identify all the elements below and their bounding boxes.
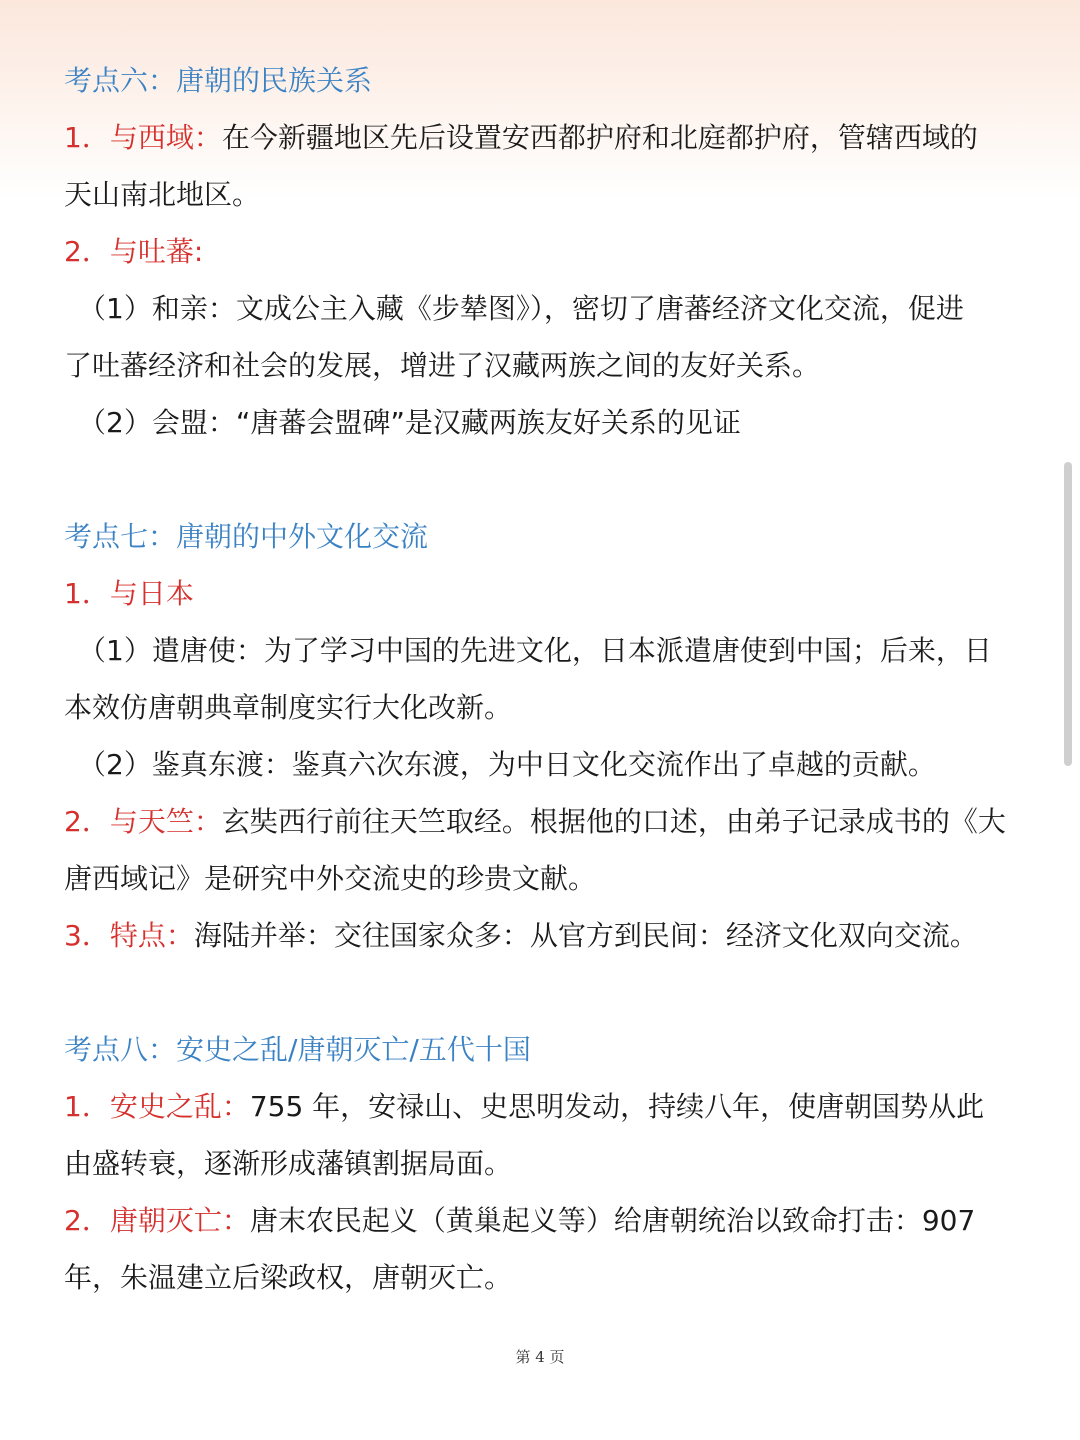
text-anshi-line1: 755 年，安禄山、史思明发动，持续八年，使唐朝国势从此 [249, 1090, 985, 1123]
text-tianzhu-line1: 玄奘西行前往天竺取经。根据他的口述，由弟子记录成书的《大 [221, 805, 1006, 838]
paragraph-xiyu [64, 109, 1024, 166]
text-huimeng: （2）会盟：“唐蕃会盟碑”是汉藏两族友好关系的见证 [78, 406, 741, 439]
text-miewang-line1: 唐末农民起义（黄巢起义等）给唐朝统治以致命打击：907 [249, 1204, 976, 1237]
document-page [64, 52, 1024, 1306]
section-heading-8: 考点八：安史之乱/唐朝灭亡/五代十国 [64, 1033, 531, 1066]
text-qiantangshi-line2: 本效仿唐朝典章制度实行大化改新。 [64, 691, 513, 724]
label-anshi: 1．安史之乱： [64, 1090, 250, 1123]
label-xiyu: 1．与西域： [64, 121, 222, 154]
section-spacer [64, 451, 1024, 508]
text-jianzhen: （2）鉴真东渡：鉴真六次东渡，为中日文化交流作出了卓越的贡献。 [78, 748, 936, 781]
section-spacer [64, 964, 1024, 1021]
scrollbar-thumb[interactable] [1064, 462, 1072, 766]
paragraph-tianzhu [64, 793, 1024, 850]
label-tedian: 3．特点： [64, 919, 194, 952]
label-miewang: 2．唐朝灭亡： [64, 1204, 250, 1237]
paragraph-miewang [64, 1192, 1024, 1249]
text-qiantangshi-line1: （1）遣唐使：为了学习中国的先进文化，日本派遣唐使到中国；后来，日 [78, 634, 992, 667]
paragraph-anshi [64, 1078, 1024, 1135]
text-heqin-line1: （1）和亲：文成公主入藏《步辇图》），密切了唐蕃经济文化交流，促进 [78, 292, 964, 325]
text-tedian: 海陆并举：交往国家众多：从官方到民间：经济文化双向交流。 [193, 919, 978, 952]
text-xiyu-line2: 天山南北地区。 [64, 178, 261, 211]
page-number: 第 4 页 [515, 1348, 565, 1366]
label-riben: 1．与日本 [64, 577, 194, 610]
label-tianzhu: 2．与天竺： [64, 805, 222, 838]
text-tianzhu-line2: 唐西域记》是研究中外交流史的珍贵文献。 [64, 862, 597, 895]
text-miewang-line2: 年，朱温建立后梁政权，唐朝灭亡。 [64, 1261, 513, 1294]
section-heading-7: 考点七：唐朝的中外文化交流 [64, 520, 429, 553]
text-xiyu-line1: 在今新疆地区先后设置安西都护府和北庭都护府，管辖西域的 [221, 121, 978, 154]
paragraph-tedian [64, 907, 1024, 964]
label-tubo: 2．与吐蕃: [64, 235, 204, 268]
section-heading-6: 考点六：唐朝的民族关系 [64, 64, 373, 97]
text-anshi-line2: 由盛转衰，逐渐形成藩镇割据局面。 [64, 1147, 513, 1180]
text-heqin-line2: 了吐蕃经济和社会的发展，增进了汉藏两族之间的友好关系。 [64, 349, 821, 382]
